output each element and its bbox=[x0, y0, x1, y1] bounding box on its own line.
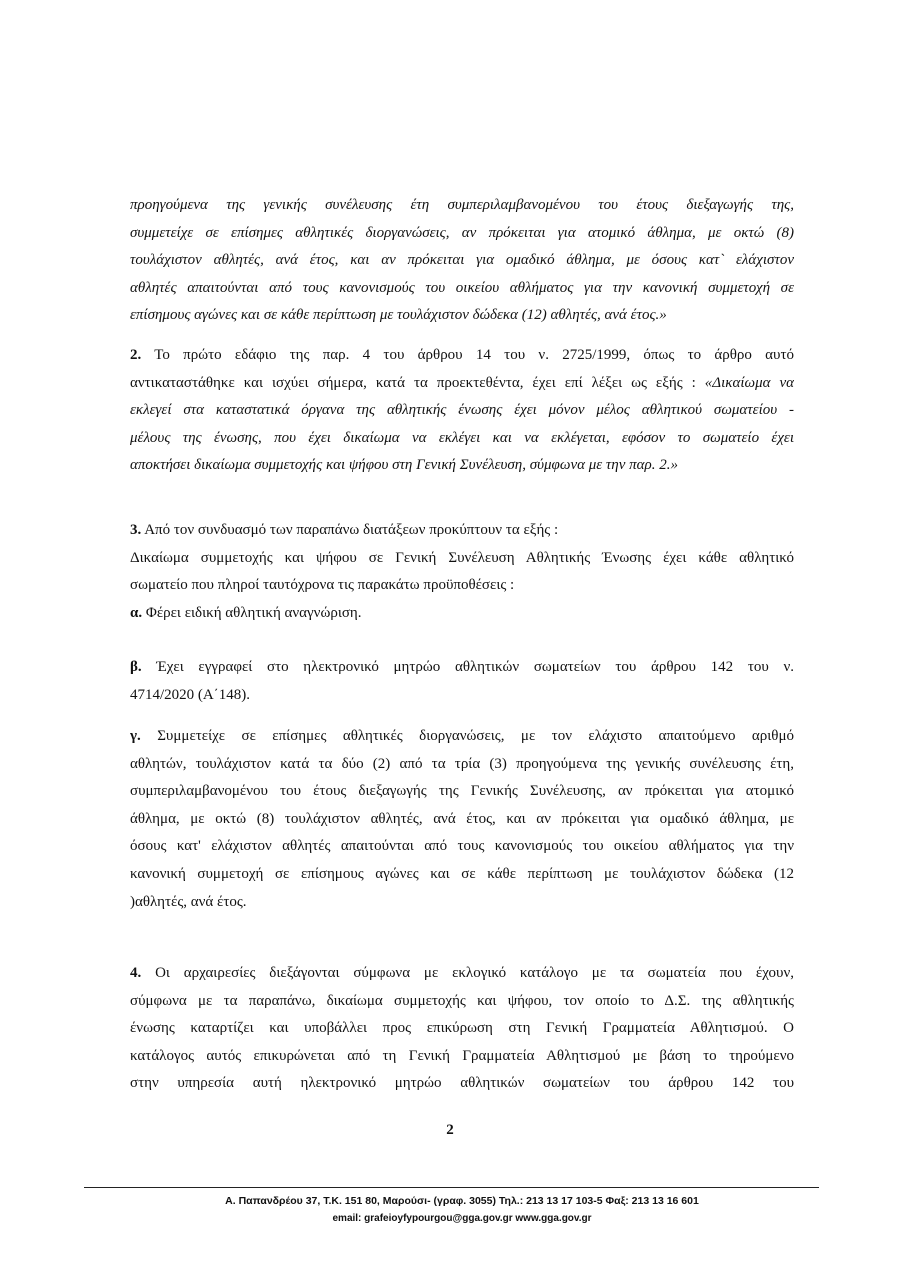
text-line: προηγούμενα της γενικής συνέλευσης έτη συμπεριλαμβανομένου του έτους διεξαγωγής της, bbox=[130, 197, 794, 213]
paragraph-2-text: αντικαταστάθηκε και ισχύει σήμερα, κατά τα προεκτεθέντα, έχει επί λέξει ως εξής : bbox=[130, 374, 696, 391]
text-line: επίσημους αγώνες και σε κάθε περίπτωση με τουλάχιστον δώδεκα (12) αθλητές, ανά έτος.» bbox=[130, 307, 667, 324]
text-line: αθλητές απαιτούνται από τους κανονισμούς του οικείου αθλήματος για την κανονική συμμετοχή σε bbox=[130, 279, 794, 296]
quoted-paragraph-continuation bbox=[130, 192, 794, 330]
text-line: σωματείο που πληροί ταυτόχρονα τις παρακάτω προϋποθέσεις : bbox=[130, 577, 515, 594]
condition-c bbox=[130, 723, 794, 916]
text-line: 4714/2020 (Α΄148). bbox=[130, 686, 250, 703]
text-line: Δικαίωμα συμμετοχής και ψήφου σε Γενική Συνέλευση Αθλητικής Ένωσης έχει κάθε αθλητικό bbox=[130, 549, 794, 566]
paragraph-3-intro bbox=[130, 517, 794, 545]
footer-divider bbox=[84, 1187, 819, 1188]
condition-b-text: Έχει εγγραφεί στο ηλεκτρονικό μητρώο αθλητικών σωματείων του άρθρου 142 του ν. bbox=[156, 659, 794, 675]
quoted-line: μέλους της ένωσης, που έχει δικαίωμα να εκλέγει και να εκλέγεται, εφόσον το σωματείο έχει bbox=[130, 429, 794, 446]
text-line: σύμφωνα με τα παραπάνω, δικαίωμα συμμετοχής και ψήφου, τον οποίο το Δ.Σ. της αθλητικής bbox=[130, 992, 794, 1009]
paragraph-2-line bbox=[130, 342, 794, 370]
paragraph-4-text: Οι αρχαιρεσίες διεξάγονται σύμφωνα με εκλογικό κατάλογο με τα σωματεία που έχουν, bbox=[155, 965, 794, 981]
paragraph-2 bbox=[130, 342, 794, 480]
text-line: )αθλητές, ανά έτος. bbox=[130, 893, 247, 910]
paragraph-number: 2. bbox=[130, 347, 142, 363]
condition-label: γ. bbox=[130, 728, 141, 744]
text-line: συμπεριλαμβανομένου του έτους διεξαγωγής της Γενικής Συνέλευσης, αν πρόκειται για ατομικό bbox=[130, 783, 794, 800]
text-line: άθλημα, με οκτώ (8) τουλάχιστον αθλητές, ανά έτος, και αν πρόκειται για ομαδικό άθλημα, με bbox=[130, 810, 794, 827]
quote-start: «Δικαίωμα να bbox=[704, 374, 794, 391]
condition-b-line bbox=[130, 654, 794, 682]
paragraph-4-line bbox=[130, 960, 794, 988]
condition-label: β. bbox=[130, 659, 142, 675]
paragraph-3 bbox=[130, 517, 794, 627]
condition-c-line bbox=[130, 723, 794, 751]
text-line: κατάλογος αυτός επικυρώνεται από τη Γενική Γραμματεία Αθλητισμού με βάση το τηρούμενο bbox=[130, 1047, 794, 1064]
text-line: αθλητών, τουλάχιστον κατά τα δύο (2) από τα τρία (3) προηγούμενα της γενικής συνέλευσης έτη, bbox=[130, 755, 794, 772]
paragraph-4 bbox=[130, 960, 794, 1098]
condition-a-text: Φέρει ειδική αθλητική αναγνώριση. bbox=[145, 604, 362, 621]
footer-address: Α. Παπανδρέου 37, Τ.Κ. 151 80, Μαρούσι- (γραφ. 3055) Τηλ.: 213 13 17 103-5 Φαξ: 213 13 16 601 bbox=[225, 1195, 699, 1207]
paragraph-number: 3. bbox=[130, 522, 142, 538]
text-line: όσους κατ' ελάχιστον αθλητές απαιτούνται από τους κανονισμούς του οικείου αθλήματος για την bbox=[130, 838, 794, 855]
text-line: συμμετείχε σε επίσημες αθλητικές διοργανώσεις, αν πρόκειται για ατομικό άθλημα, με οκτώ (8) bbox=[130, 224, 794, 241]
text-line: ένωσης καταρτίζει και υποβάλλει προς επικύρωση στη Γενική Γραμματεία Αθλητισμού. Ο bbox=[130, 1020, 794, 1037]
footer-contact: email: grafeioyfypourgou@gga.gov.gr www.gga.gov.gr bbox=[332, 1213, 592, 1224]
paragraph-2-line bbox=[130, 370, 794, 398]
paragraph-3-intro-text: Από τον συνδυασμό των παραπάνω διατάξεων προκύπτουν τα εξής : bbox=[144, 522, 559, 538]
condition-b bbox=[130, 654, 794, 709]
condition-c-text: Συμμετείχε σε επίσημες αθλητικές διοργανώσεις, με τον ελάχιστο απαιτούμενο αριθμό bbox=[157, 728, 794, 744]
text-line: κανονική συμμετοχή σε επίσημους αγώνες και σε κάθε περίπτωση με τουλάχιστον δώδεκα (12 bbox=[130, 865, 794, 882]
text-line: τουλάχιστον αθλητές, ανά έτος, και αν πρόκειται για ομαδικό άθλημα, με όσους κατ` ελάχιστον bbox=[130, 252, 794, 269]
quoted-line: εκλεγεί στα καταστατικά όργανα της αθλητικής ένωσης έχει μόνον μέλος αθλητικού σωματείου - bbox=[130, 402, 794, 419]
text-line: στην υπηρεσία αυτή ηλεκτρονικό μητρώο αθλητικών σωματείων του άρθρου 142 του bbox=[130, 1075, 794, 1092]
paragraph-2-text: Το πρώτο εδάφιο της παρ. 4 του άρθρου 14 του ν. 2725/1999, όπως το άρθρο αυτό bbox=[154, 347, 794, 363]
condition-label: α. bbox=[130, 604, 143, 621]
page-number: 2 bbox=[446, 1122, 454, 1138]
quoted-line: αποκτήσει δικαίωμα συμμετοχής και ψήφου στη Γενική Συνέλευση, σύμφωνα με την παρ. 2.» bbox=[130, 457, 678, 474]
condition-a bbox=[130, 600, 794, 628]
paragraph-number: 4. bbox=[130, 965, 142, 981]
